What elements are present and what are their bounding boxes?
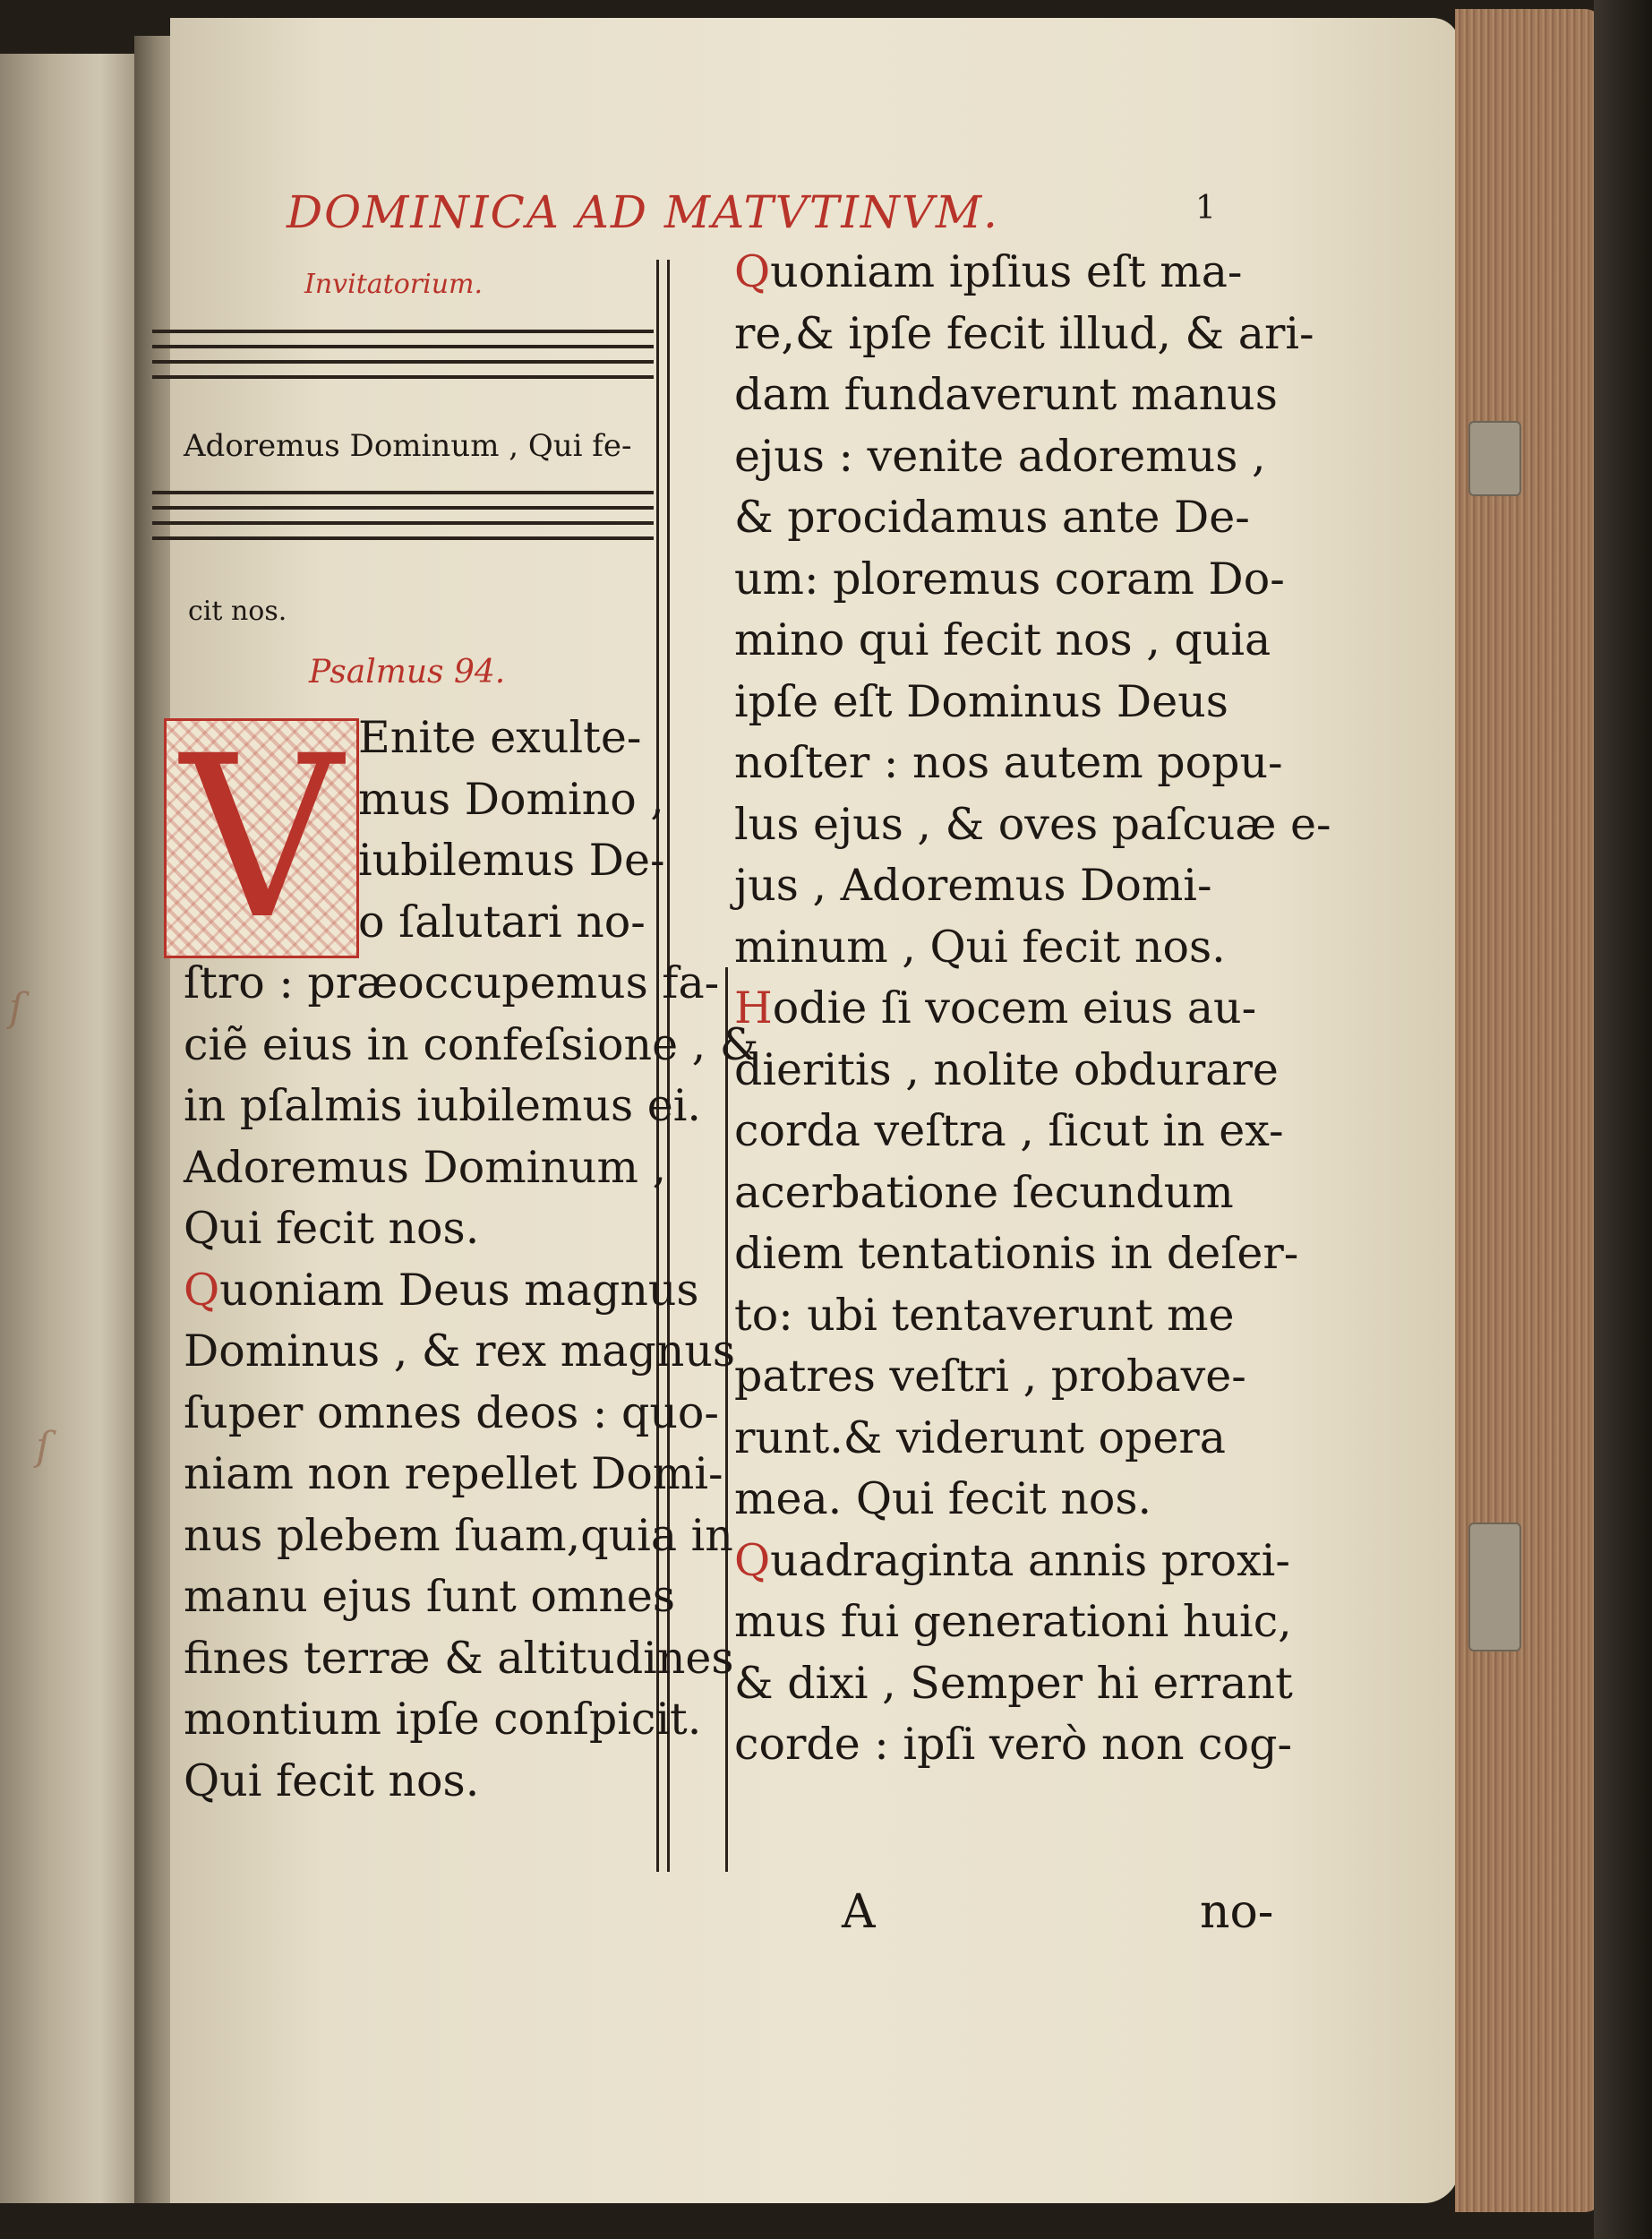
- chant-text: Adoremus Dominum , Qui fe-: [184, 428, 632, 464]
- text-line: [734, 246, 1242, 297]
- text-line: lus ejus , & oves paſcuæ e-: [734, 798, 1331, 850]
- book-cover-edge: [1594, 0, 1652, 2239]
- text-line: diem tentationis in deſer-: [734, 1228, 1299, 1279]
- text-line: minum , Qui fecit nos.: [734, 921, 1226, 973]
- psalm-heading: Psalmus 94.: [309, 654, 506, 691]
- text-line: dieritis , nolite obdurare: [734, 1043, 1279, 1095]
- text-line: mus Domino ,: [358, 773, 664, 825]
- text-line: nus plebem ſuam,quia in: [184, 1509, 733, 1561]
- text-line: iubilemus De-: [358, 835, 665, 886]
- text-line: [184, 1265, 699, 1316]
- marginal-note-mark: ſ: [9, 985, 24, 1031]
- line-text: odie ſi vocem eius au-: [772, 982, 1257, 1034]
- text-line: acerbatione ſecundum: [734, 1166, 1234, 1218]
- text-line: Qui fecit nos.: [184, 1754, 480, 1806]
- text-line: ſtro : præoccupemus fa-: [184, 957, 720, 1008]
- text-line: ipſe eſt Dominus Deus: [734, 675, 1228, 727]
- text-line: o ſalutari no-: [358, 896, 646, 948]
- text-line: Qui fecit nos.: [184, 1203, 480, 1254]
- text-line: corda veſtra , ſicut in ex-: [734, 1105, 1284, 1156]
- text-line: montium ipſe conſpicit.: [184, 1694, 702, 1745]
- marginal-note-mark: ſ: [36, 1424, 51, 1470]
- initial-letter: V: [180, 708, 343, 968]
- rubricated-initial: Q: [184, 1264, 220, 1316]
- text-line: mea. Qui fecit nos.: [734, 1473, 1152, 1524]
- rubricated-initial: Q: [734, 1534, 771, 1586]
- column-rule: [725, 967, 728, 1872]
- text-line: ciẽ eius in confeſsione , &: [184, 1018, 759, 1070]
- decorated-initial: [164, 708, 359, 968]
- chant-staff: [152, 330, 654, 390]
- text-line: fines terræ & altitudines: [184, 1632, 734, 1684]
- rubricated-initial: Q: [734, 246, 771, 297]
- text-line: in pſalmis iubilemus ei.: [184, 1080, 701, 1131]
- text-line: niam non repellet Domi-: [184, 1448, 723, 1499]
- text-line: corde : ipſi verò non cog-: [734, 1719, 1293, 1770]
- line-text: uoniam ipſius eſt ma-: [770, 246, 1243, 297]
- text-line: & dixi , Semper hi errant: [734, 1657, 1293, 1709]
- folio-number: 1: [1195, 190, 1216, 227]
- text-line: mus fui generationi huic,: [734, 1596, 1292, 1647]
- text-line: [734, 982, 1256, 1034]
- running-head: DOMINICA AD MATVTINVM.: [287, 186, 999, 238]
- chant-text: cit nos.: [188, 596, 287, 627]
- text-line: noſter : nos autem popu-: [734, 737, 1283, 788]
- facing-page: [0, 54, 143, 2203]
- text-line: um: ploremus coram Do-: [734, 553, 1285, 605]
- text-line: Enite exulte-: [358, 712, 642, 763]
- text-line: re,& ipſe fecit illud, & ari-: [734, 307, 1314, 359]
- text-line: patres veſtri , probave-: [734, 1351, 1246, 1402]
- text-line: jus , Adoremus Domi-: [734, 860, 1212, 911]
- text-line: ejus : venite adoremus ,: [734, 430, 1266, 482]
- text-line: Dominus , & rex magnus: [184, 1325, 736, 1377]
- invitatory-rubric: Invitatorium.: [304, 269, 484, 300]
- catchword: no-: [1200, 1885, 1274, 1939]
- clasp-tab: [1468, 1523, 1521, 1651]
- text-line: Adoremus Dominum ,: [184, 1141, 667, 1193]
- clasp-tab: [1468, 421, 1521, 496]
- text-line: manu ejus ſunt omnes: [184, 1571, 676, 1622]
- text-line: to: ubi tentaverunt me: [734, 1289, 1235, 1341]
- line-text: uoniam Deus magnus: [219, 1264, 699, 1316]
- text-line: & procidamus ante De-: [734, 492, 1250, 543]
- text-line: [734, 1535, 1290, 1586]
- text-line: mino qui fecit nos , quia: [734, 614, 1271, 665]
- line-text: uadraginta annis proxi-: [770, 1534, 1290, 1586]
- chant-staff: [152, 491, 654, 552]
- signature-mark: A: [842, 1885, 876, 1939]
- text-line: dam fundaverunt manus: [734, 369, 1278, 420]
- rubricated-initial: H: [734, 982, 773, 1034]
- text-line: ſuper omnes deos : quo-: [184, 1386, 719, 1438]
- text-line: runt.& viderunt opera: [734, 1411, 1227, 1463]
- page-edges: [1455, 9, 1603, 2212]
